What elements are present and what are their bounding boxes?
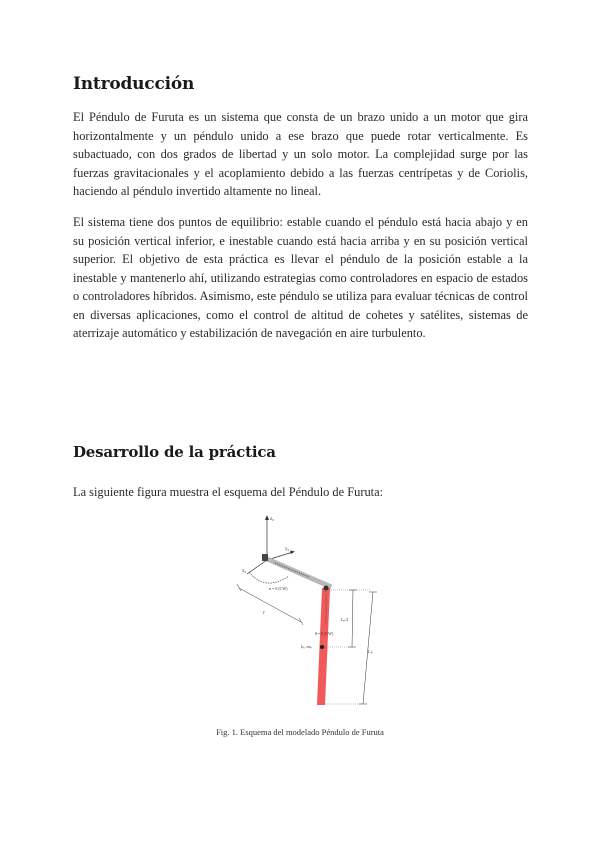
- lp-half-dimension-line: [352, 590, 353, 647]
- intro-paragraph-2: El sistema tiene dos puntos de equilibrio: estable cuando el péndulo está hacia abajo y en su posición vertical inferior, e inestable cuando está hacia arriba y en su posición vertical superior. El objetivo de esta práctica es llevar el péndulo de la posición estable a la inestable y mantenerlo ahí, utilizando estrategias como controladores en espacio de estados o controladores híbridos. Asimismo, este péndulo se utiliza para evaluar técnicas de control en diversas aplicaciones, como el control de altitud de cohetes y satélites, sistemas de aterrizaje automático y estabilización de navegación en aire turbulento.: [73, 215, 528, 340]
- r-dimension-tick-left: [237, 584, 241, 591]
- r-label: r: [263, 611, 265, 616]
- pendulum-center-of-mass: [320, 645, 324, 649]
- x-axis-label: x₀: [242, 569, 247, 574]
- z-axis-arrowhead: [265, 515, 269, 520]
- y-axis-label: y₀: [285, 547, 290, 552]
- alpha-arc: [249, 572, 289, 583]
- y-axis-arrowhead: [290, 551, 295, 555]
- section-title-development: Desarrollo de la práctica: [73, 443, 276, 461]
- mass-label: lₚ, mₚ: [301, 644, 312, 649]
- lp-half-label: Lₚ/2: [341, 617, 349, 622]
- furuta-pendulum-diagram: [225, 510, 385, 712]
- theta-label: θ = 0 (CW): [315, 631, 334, 636]
- motor-joint: [262, 554, 268, 561]
- rotary-arm: [265, 558, 329, 586]
- intro-paragraph-1: El Péndulo de Furuta es un sistema que consta de un brazo unido a un motor que gira horizontalmente y un péndulo unido a ese brazo que puede rotar verticalmente. Es subactuado, con dos grados de libertad y un solo motor. La complejidad surge por las fuerzas gravitacionales y el acoplamiento debido a las fuerzas centrípetas y de Coriolis, haciendo al péndulo invertido altamente no lineal.: [73, 110, 528, 198]
- lp-dimension-line: [363, 592, 373, 704]
- x-axis-line: [247, 560, 267, 574]
- lp-label: Lₚ: [368, 649, 373, 654]
- figure-caption: Fig. 1. Esquema del modelado Péndulo de Furuta: [216, 727, 384, 737]
- r-dimension-line: [239, 588, 301, 622]
- alpha-label: α = 0 (CW): [269, 586, 288, 591]
- z-axis-label: z₀: [270, 517, 274, 522]
- figure-intro-text: La siguiente figura muestra el esquema del Péndulo de Furuta:: [73, 485, 384, 499]
- section-title-introduction: Introducción: [73, 74, 195, 94]
